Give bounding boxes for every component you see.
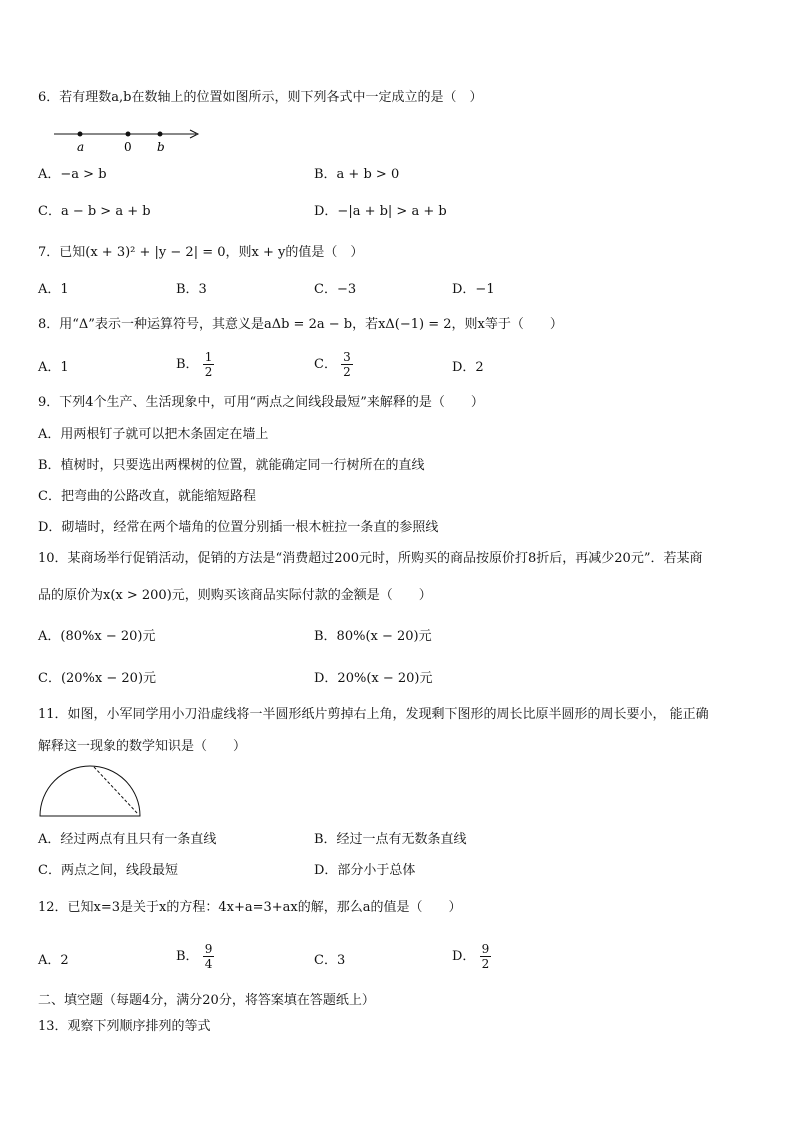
q8-option-c [314,350,353,379]
axis-label-0: 0 [124,140,132,154]
q10-option-c: C．(20%x − 20)元 [38,671,157,686]
q9-option-c: C．把弯曲的公路改直，就能缩短路程 [38,489,256,504]
q12-option-b [176,942,214,971]
q10-option-a: A．(80%x − 20)元 [38,629,156,644]
q11-stem-line2: 解释这一现象的数学知识是（ ） [38,739,247,754]
fraction-denominator: 4 [204,957,213,971]
fraction-numerator: 1 [204,350,213,364]
number-line-figure [50,124,210,156]
q11-option-a: A．经过两点有且只有一条直线 [38,832,217,847]
axis-label-b: b [157,140,165,154]
q12-option-b-prefix: B． [176,949,199,964]
semicircle-figure [38,764,142,820]
q12-option-a: A．2 [38,953,69,968]
q12-option-d-prefix: D． [452,949,476,964]
q8-option-c-prefix: C． [314,357,337,372]
q11-option-b: B．经过一点有无数条直线 [314,832,467,847]
fraction-denominator: 2 [204,365,213,379]
q8-option-d: D．2 [452,360,484,375]
q12-option-d-fraction [480,942,492,971]
q9-option-b: B．植树时，只要选出两棵树的位置，就能确定同一行树所在的直线 [38,458,425,473]
fraction-numerator: 3 [343,350,351,364]
q7-stem: 7．已知(x + 3)² + |y − 2| = 0，则x + y的值是（ ） [38,245,364,260]
q11-option-d: D．部分小于总体 [314,863,416,878]
q7-option-c: C．−3 [314,282,357,297]
q11-option-c: C．两点之间，线段最短 [38,863,178,878]
q8-option-a: A．1 [38,360,69,375]
q6-option-d: D．−|a + b| > a + b [314,204,447,219]
axis-label-a: a [77,140,85,154]
q10-option-b: B．80%(x − 20)元 [314,629,432,644]
q10-option-d: D．20%(x − 20)元 [314,671,433,686]
q10-stem-line1: 10．某商场举行促销活动，促销的方法是“消费超过200元时，所购买的商品按原价打8折后，再减少20元”．若某商 [38,551,703,566]
q12-option-c: C．3 [314,953,346,968]
q11-stem-line1: 11．如图，小军同学用小刀沿虚线将一半圆形纸片剪掉右上角，发现剩下图形的周长比原半圆形的周长要小， 能正确 [38,707,709,722]
q6-option-c: C．a − b > a + b [38,204,151,219]
fraction-denominator: 2 [481,957,490,971]
q6-stem: 6．若有理数a,b在数轴上的位置如图所示，则下列各式中一定成立的是（ ） [38,90,483,105]
q8-option-b [176,350,214,379]
q7-option-d: D．−1 [452,282,495,297]
q8-option-c-fraction [341,350,353,379]
q9-option-a: A．用两根钉子就可以把木条固定在墙上 [38,427,269,442]
q12-stem: 12．已知x=3是关于x的方程：4x+a=3+ax的解，那么a的值是（ ） [38,900,462,915]
fraction-numerator: 9 [481,942,490,956]
q12-option-b-fraction [203,942,215,971]
q8-option-b-prefix: B． [176,357,199,372]
section-heading-fill-in: 二、填空题（每题4分，满分20分，将答案填在答题纸上） [38,993,375,1008]
q10-stem-line2: 品的原价为x(x > 200)元，则购买该商品实际付款的金额是（ ） [38,588,432,603]
q7-option-a: A．1 [38,282,69,297]
fraction-numerator: 9 [204,942,213,956]
q7-option-b: B．3 [176,282,207,297]
q8-option-b-fraction [203,350,215,379]
q12-option-d [452,942,491,971]
q8-stem: 8．用“Δ”表示一种运算符号，其意义是aΔb = 2a − b，若xΔ(−1) = 2，则x等于（ ） [38,317,563,332]
fraction-denominator: 2 [343,365,351,379]
q6-option-a: A．−a > b [38,167,107,182]
q6-option-b: B．a + b > 0 [314,167,400,182]
q13-stem: 13．观察下列顺序排列的等式 [38,1019,211,1034]
q9-option-d: D．砌墙时，经常在两个墙角的位置分别插一根木桩拉一条直的参照线 [38,520,439,535]
q9-stem: 9．下列4个生产、生活现象中，可用“两点之间线段最短”来解释的是（ ） [38,395,484,410]
